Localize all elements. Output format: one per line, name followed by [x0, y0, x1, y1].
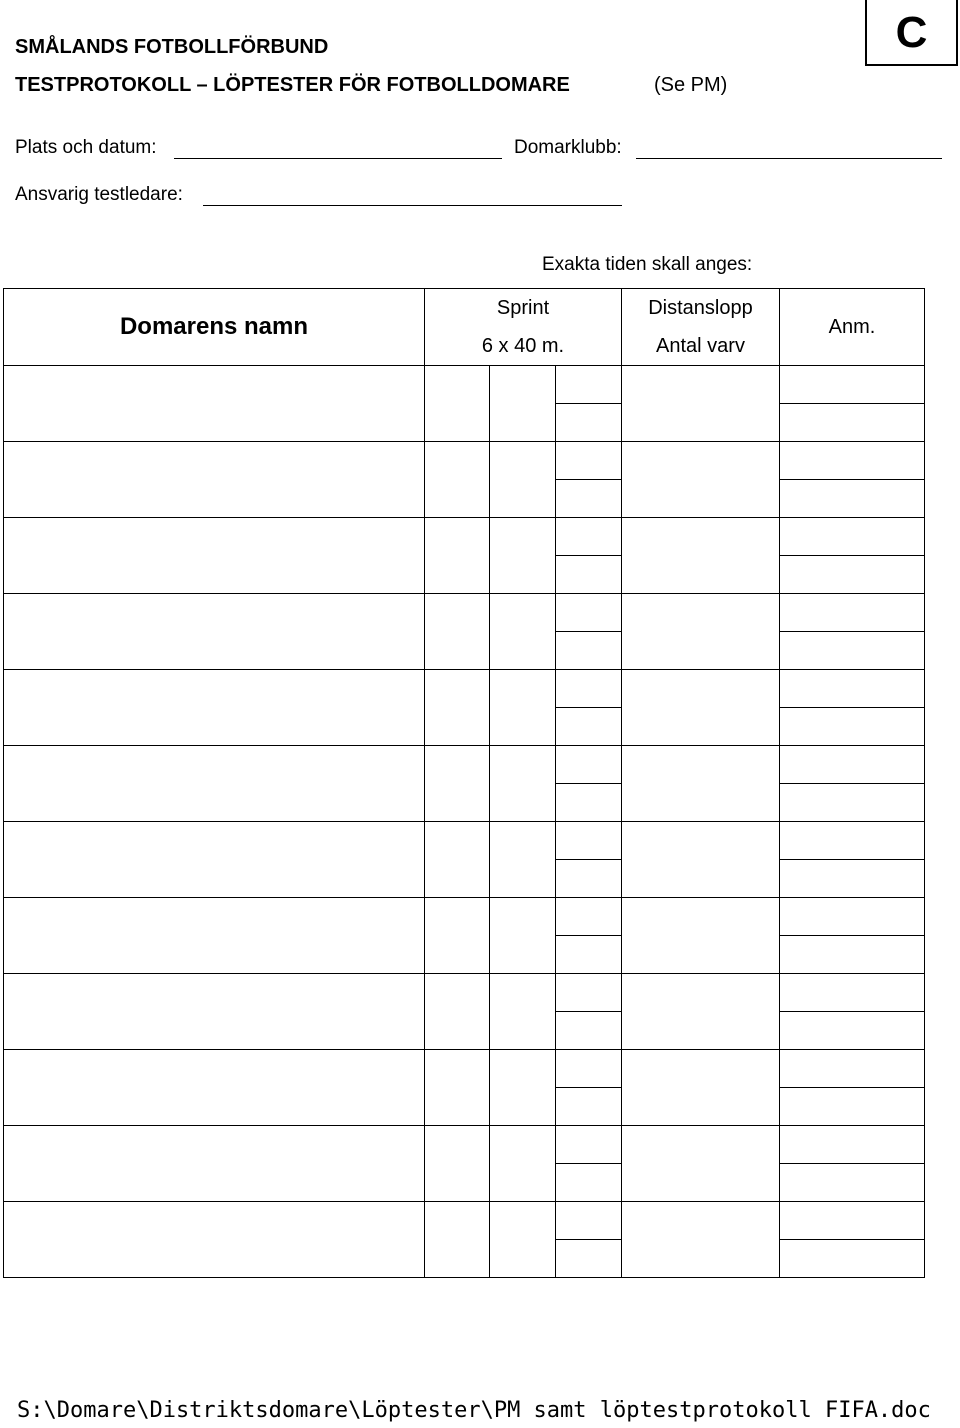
table-row	[4, 366, 925, 404]
footer-file-path: S:\Domare\Distriktsdomare\Löptester\PM samt löptestprotokoll FIFA.doc	[17, 1398, 931, 1423]
remarks-cell[interactable]	[780, 898, 925, 936]
sprint-cell[interactable]	[490, 670, 556, 746]
remarks-cell[interactable]	[780, 974, 925, 1012]
sprint-cell[interactable]	[556, 822, 622, 860]
referee-name-cell[interactable]	[4, 1202, 425, 1278]
remarks-cell[interactable]	[780, 366, 925, 404]
remarks-cell[interactable]	[780, 518, 925, 556]
referee-name-cell[interactable]	[4, 898, 425, 974]
remarks-cell[interactable]	[780, 1050, 925, 1088]
remarks-cell[interactable]	[780, 1164, 925, 1202]
table-row	[4, 822, 925, 860]
remarks-cell[interactable]	[780, 936, 925, 974]
distance-laps-cell[interactable]	[622, 898, 780, 974]
distance-laps-cell[interactable]	[622, 518, 780, 594]
sprint-cell[interactable]	[556, 784, 622, 822]
sprint-cell[interactable]	[556, 670, 622, 708]
table-row	[4, 670, 925, 708]
sprint-cell[interactable]	[425, 822, 490, 898]
table-row	[4, 1202, 925, 1240]
sprint-cell[interactable]	[556, 366, 622, 404]
remarks-cell[interactable]	[780, 632, 925, 670]
remarks-cell[interactable]	[780, 594, 925, 632]
distance-laps-cell[interactable]	[622, 746, 780, 822]
distance-laps-cell[interactable]	[622, 1050, 780, 1126]
distance-label: Distanslopp	[648, 297, 753, 319]
sprint-cell[interactable]	[556, 1164, 622, 1202]
test-leader-field[interactable]	[203, 205, 622, 206]
table-header-row	[4, 289, 925, 328]
remarks-cell[interactable]	[780, 708, 925, 746]
sprint-cell[interactable]	[490, 974, 556, 1050]
col-header-distance	[622, 289, 780, 328]
laps-label: Antal varv	[656, 335, 745, 357]
sprint-cell[interactable]	[556, 860, 622, 898]
referee-name-cell[interactable]	[4, 1126, 425, 1202]
table-row	[4, 442, 925, 480]
sprint-cell[interactable]	[556, 594, 622, 632]
distance-laps-cell[interactable]	[622, 822, 780, 898]
sprint-cell[interactable]	[556, 404, 622, 442]
sprint-cell[interactable]	[556, 1088, 622, 1126]
sprint-cell[interactable]	[556, 936, 622, 974]
sprint-label: Sprint	[496, 297, 550, 319]
sprint-cell[interactable]	[425, 366, 490, 442]
sprint-cell[interactable]	[490, 1050, 556, 1126]
table-row	[4, 1050, 925, 1088]
sprint-cell[interactable]	[556, 898, 622, 936]
remarks-cell[interactable]	[780, 404, 925, 442]
table-row	[4, 594, 925, 632]
sprint-cell[interactable]	[490, 518, 556, 594]
referee-name-cell[interactable]	[4, 746, 425, 822]
sprint-cell[interactable]	[425, 594, 490, 670]
sprint-cell[interactable]	[490, 822, 556, 898]
col-header-sprint	[425, 289, 622, 328]
test-leader-label: Ansvarig testledare:	[15, 184, 183, 205]
col-header-name: Domarens namn	[4, 289, 425, 366]
distance-laps-cell[interactable]	[622, 974, 780, 1050]
sprint-cell[interactable]	[425, 518, 490, 594]
sprint-cell[interactable]	[425, 746, 490, 822]
referee-name-cell[interactable]	[4, 1050, 425, 1126]
sprint-cell[interactable]	[556, 1240, 622, 1278]
sprint-cell[interactable]	[425, 442, 490, 518]
sprint-cell[interactable]	[556, 1202, 622, 1240]
col-header-sprint-sub	[425, 327, 622, 366]
sprint-cell[interactable]	[556, 1050, 622, 1088]
referee-name-cell[interactable]	[4, 670, 425, 746]
table-row	[4, 746, 925, 784]
distance-laps-cell[interactable]	[622, 442, 780, 518]
sprint-cell[interactable]	[490, 1126, 556, 1202]
remarks-cell[interactable]	[780, 860, 925, 898]
distance-laps-cell[interactable]	[622, 1126, 780, 1202]
remarks-cell[interactable]	[780, 1202, 925, 1240]
sprint-cell[interactable]	[556, 442, 622, 480]
referee-name-cell[interactable]	[4, 518, 425, 594]
sprint-cell[interactable]	[425, 670, 490, 746]
sprint-cell[interactable]	[556, 480, 622, 518]
referee-name-cell[interactable]	[4, 366, 425, 442]
sprint-cell[interactable]	[490, 442, 556, 518]
sprint-cell[interactable]	[556, 708, 622, 746]
sprint-cell[interactable]	[425, 1126, 490, 1202]
remarks-cell[interactable]	[780, 746, 925, 784]
sprint-cell[interactable]	[425, 1050, 490, 1126]
remarks-cell[interactable]	[780, 1012, 925, 1050]
organization-name: SMÅLANDS FOTBOLLFÖRBUND	[15, 36, 329, 58]
distance-laps-cell[interactable]	[622, 594, 780, 670]
sprint-cell[interactable]	[556, 556, 622, 594]
sprint-cell[interactable]	[425, 898, 490, 974]
sprint-cell[interactable]	[556, 518, 622, 556]
sprint-cell[interactable]	[425, 1202, 490, 1278]
remarks-cell[interactable]	[780, 1240, 925, 1278]
place-date-label: Plats och datum:	[15, 137, 157, 158]
sprint-cell[interactable]	[490, 366, 556, 442]
sprint-cell[interactable]	[556, 746, 622, 784]
sprint-cell[interactable]	[490, 898, 556, 974]
referee-name-cell[interactable]	[4, 442, 425, 518]
referee-name-cell[interactable]	[4, 822, 425, 898]
distance-laps-cell[interactable]	[622, 670, 780, 746]
distance-laps-cell[interactable]	[622, 1202, 780, 1278]
col-header-remarks: Anm.	[780, 289, 925, 366]
table-row	[4, 974, 925, 1012]
sprint-cell[interactable]	[490, 1202, 556, 1278]
document-title: TESTPROTOKOLL – LÖPTESTER FÖR FOTBOLLDOMARE	[15, 74, 570, 96]
exact-time-note: Exakta tiden skall anges:	[542, 254, 753, 275]
table-row	[4, 898, 925, 936]
sprint-cell[interactable]	[490, 594, 556, 670]
remarks-cell[interactable]	[780, 822, 925, 860]
sprint-cell[interactable]	[556, 1012, 622, 1050]
remarks-cell[interactable]	[780, 442, 925, 480]
sprint-distance-label: 6 x 40 m.	[481, 335, 565, 357]
remarks-cell[interactable]	[780, 670, 925, 708]
remarks-cell[interactable]	[780, 556, 925, 594]
place-date-field[interactable]	[174, 158, 502, 159]
table-row	[4, 518, 925, 556]
table-row	[4, 1126, 925, 1164]
referee-test-table	[3, 288, 925, 1278]
col-header-distance-sub	[622, 327, 780, 366]
remarks-cell[interactable]	[780, 1126, 925, 1164]
distance-laps-cell[interactable]	[622, 366, 780, 442]
form-code-box: C	[865, 0, 958, 66]
referee-name-cell[interactable]	[4, 974, 425, 1050]
sprint-cell[interactable]	[556, 632, 622, 670]
referee-club-field[interactable]	[636, 158, 942, 159]
sprint-cell[interactable]	[425, 974, 490, 1050]
remarks-cell[interactable]	[780, 784, 925, 822]
remarks-cell[interactable]	[780, 1088, 925, 1126]
sprint-cell[interactable]	[556, 974, 622, 1012]
referee-club-label: Domarklubb:	[514, 137, 622, 158]
title-note: (Se PM)	[654, 74, 728, 96]
referee-name-cell[interactable]	[4, 594, 425, 670]
sprint-cell[interactable]	[490, 746, 556, 822]
remarks-cell[interactable]	[780, 480, 925, 518]
sprint-cell[interactable]	[556, 1126, 622, 1164]
